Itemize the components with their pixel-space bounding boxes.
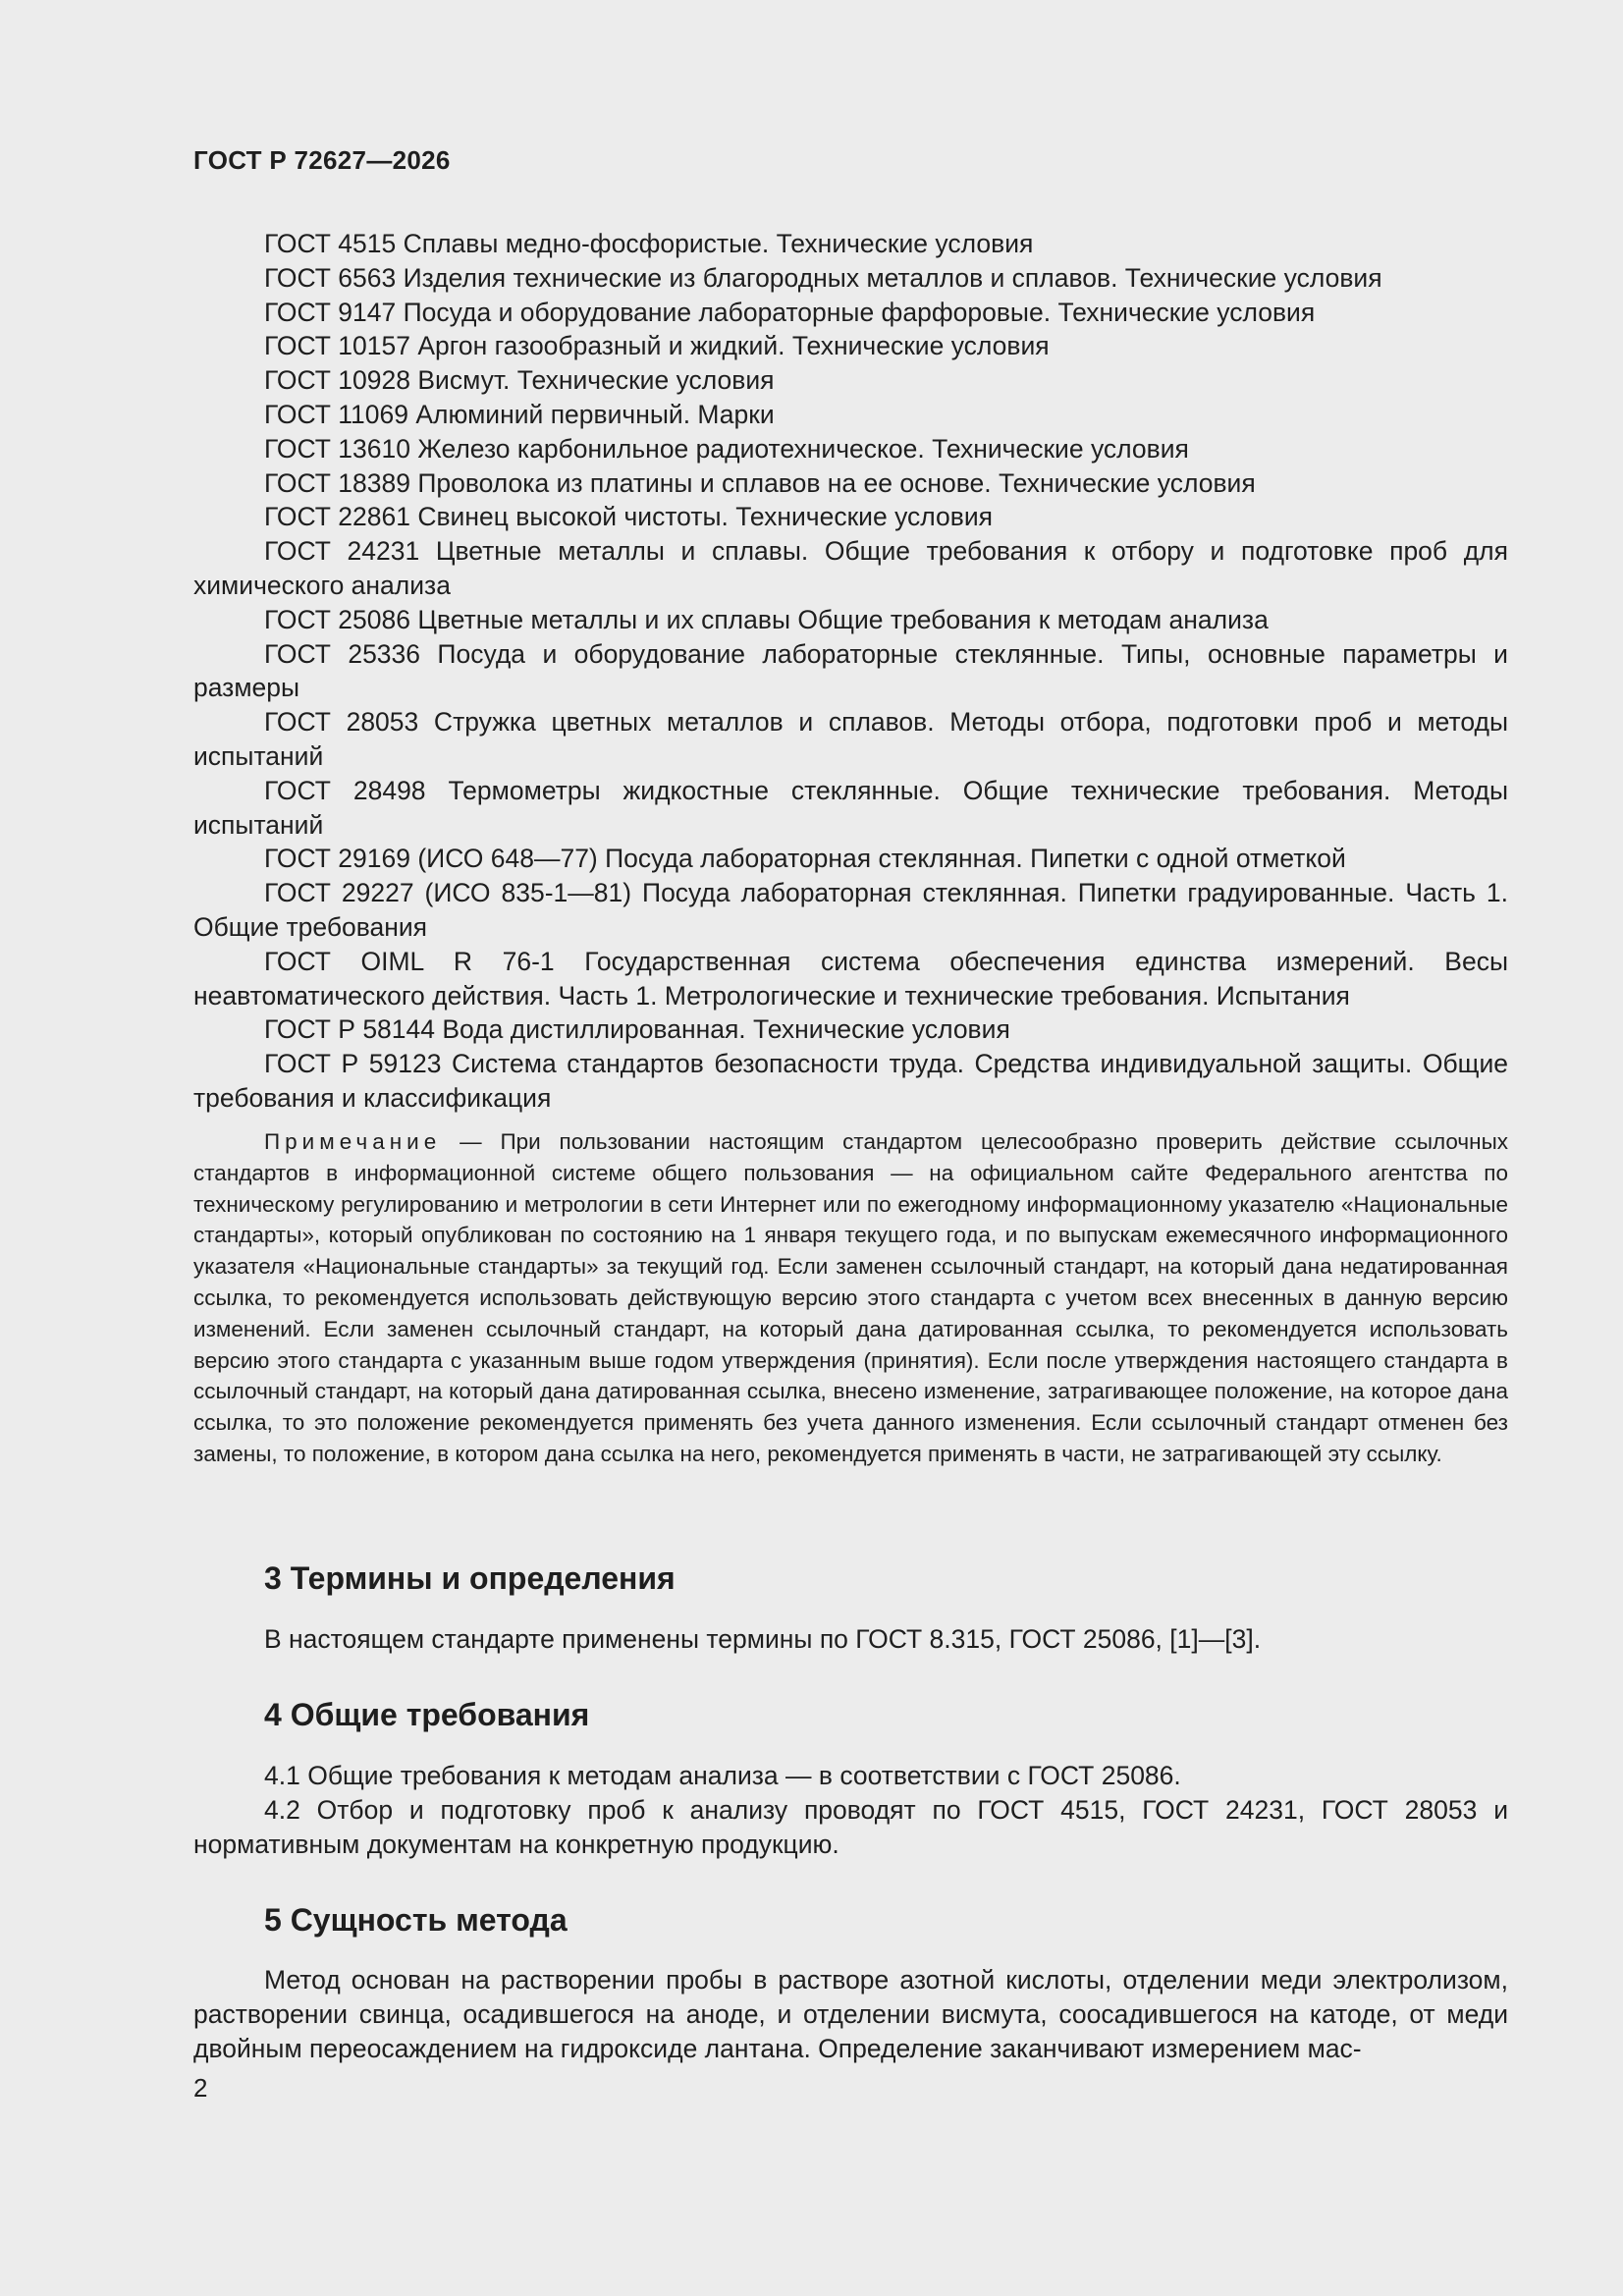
note-label: Примечание <box>264 1129 442 1154</box>
reference-item: ГОСТ 25086 Цветные металлы и их сплавы Общие требования к методам анализа <box>264 604 1269 634</box>
section-5-title: 5 Сущность метода <box>264 1902 568 1938</box>
reference-item: ГОСТ 24231 Цветные металлы и сплавы. Общие требования к отбору и подготовке проб для химического анализа <box>193 536 1508 600</box>
note-text: — При пользовании настоящим стандартом целесообразно проверить действие ссылочных стандартов в информационной системе общего пользования — на официальном сайте Федерального агентства по техническому регулированию и метрологии в сети Интернет или по ежегодному информационному указателю «Национальные стандарты», который опубликован по состоянию на 1 января текущего года, и по выпускам ежемесячного информационного указателя «Национальные стандарты» за текущий год. Если заменен ссылочный стандарт, на который дана недатированная ссылка, то рекомендуется использовать действующую версию этого стандарта с учетом всех внесенных в данную версию изменений. Если заменен ссылочный стандарт, на который дана датированная ссылка, то рекомендуется использовать версию этого стандарта с указанным выше годом утверждения (принятия). Если после утверждения настоящего стандарта в ссылочный стандарт, на который дана датированная ссылка, внесено изменение, затрагивающее положение, на которое дана ссылка, то это положение рекомендуется применять без учета данного изменения. Если ссылочный стандарт отменен без замены, то положение, в котором дана ссылка на него, рекомендуется применять в части, не затрагивающей эту ссылку. <box>193 1129 1508 1466</box>
note-paragraph <box>193 1126 1508 1470</box>
normative-references-list <box>193 227 1508 1116</box>
section-3-text: В настоящем стандарте применены термины по ГОСТ 8.315, ГОСТ 25086, [1]—[3]. <box>264 1624 1262 1654</box>
reference-item: ГОСТ 29227 (ИСО 835-1—81) Посуда лабораторная стеклянная. Пипетки градуированные. Часть 1. Общие требования <box>193 878 1508 942</box>
reference-item: ГОСТ Р 59123 Система стандартов безопасности труда. Средства индивидуальной защиты. Общие требования и классификация <box>193 1049 1508 1113</box>
reference-item: ГОСТ 10928 Висмут. Технические условия <box>264 365 775 396</box>
reference-item: ГОСТ 9147 Посуда и оборудование лабораторные фарфоровые. Технические условия <box>264 297 1316 327</box>
reference-item: ГОСТ OIML R 76-1 Государственная система обеспечения единства измерений. Весы неавтоматического действия. Часть 1. Метрологические и технические требования. Испытания <box>193 946 1508 1011</box>
section-5-body <box>193 1963 1508 2066</box>
reference-item: ГОСТ 29169 (ИСО 648—77) Посуда лабораторная стеклянная. Пипетки с одной отметкой <box>264 844 1346 874</box>
reference-item: ГОСТ 18389 Проволока из платины и сплавов на ее основе. Технические условия <box>264 467 1256 498</box>
section-3-title: 3 Термины и определения <box>264 1560 676 1596</box>
document-header: ГОСТ Р 72627—2026 <box>193 145 451 175</box>
reference-item: ГОСТ Р 58144 Вода дистиллированная. Технические условия <box>264 1014 1010 1045</box>
reference-item: ГОСТ 4515 Сплавы медно-фосфористые. Технические условия <box>264 229 1034 258</box>
section-5-text: Метод основан на растворении пробы в растворе азотной кислоты, отделении меди электролизом, растворении свинца, осадившегося на аноде, и отделении висмута, соосадившегося на катоде, от меди двойным переосаждением на гидроксиде лантана. Определение заканчивают измерением мас- <box>193 1965 1508 2063</box>
reference-item: ГОСТ 6563 Изделия технические из благородных металлов и сплавов. Технические условия <box>264 262 1382 293</box>
note-block <box>193 1126 1508 1470</box>
reference-item: ГОСТ 22861 Свинец высокой чистоты. Технические условия <box>264 502 993 532</box>
section-4-item: 4.1 Общие требования к методам анализа — в соответствии с ГОСТ 25086. <box>264 1761 1181 1790</box>
reference-item: ГОСТ 11069 Алюминий первичный. Марки <box>264 399 775 429</box>
reference-item: ГОСТ 28498 Термометры жидкостные стеклянные. Общие технические требования. Методы испытаний <box>193 775 1508 840</box>
section-4-item: 4.2 Отбор и подготовку проб к анализу проводят по ГОСТ 4515, ГОСТ 24231, ГОСТ 28053 и нормативным документам на конкретную продукцию. <box>193 1795 1508 1859</box>
page-number: 2 <box>193 2073 208 2103</box>
reference-item: ГОСТ 28053 Стружка цветных металлов и сплавов. Методы отбора, подготовки проб и методы испытаний <box>193 707 1508 771</box>
section-4-body <box>193 1759 1508 1862</box>
reference-item: ГОСТ 13610 Железо карбонильное радиотехническое. Технические условия <box>264 433 1189 464</box>
section-3-body <box>193 1622 1508 1657</box>
reference-item: ГОСТ 10157 Аргон газообразный и жидкий. Технические условия <box>264 331 1050 361</box>
reference-item: ГОСТ 25336 Посуда и оборудование лабораторные стеклянные. Типы, основные параметры и размеры <box>193 638 1508 703</box>
section-4-title: 4 Общие требования <box>264 1697 590 1732</box>
